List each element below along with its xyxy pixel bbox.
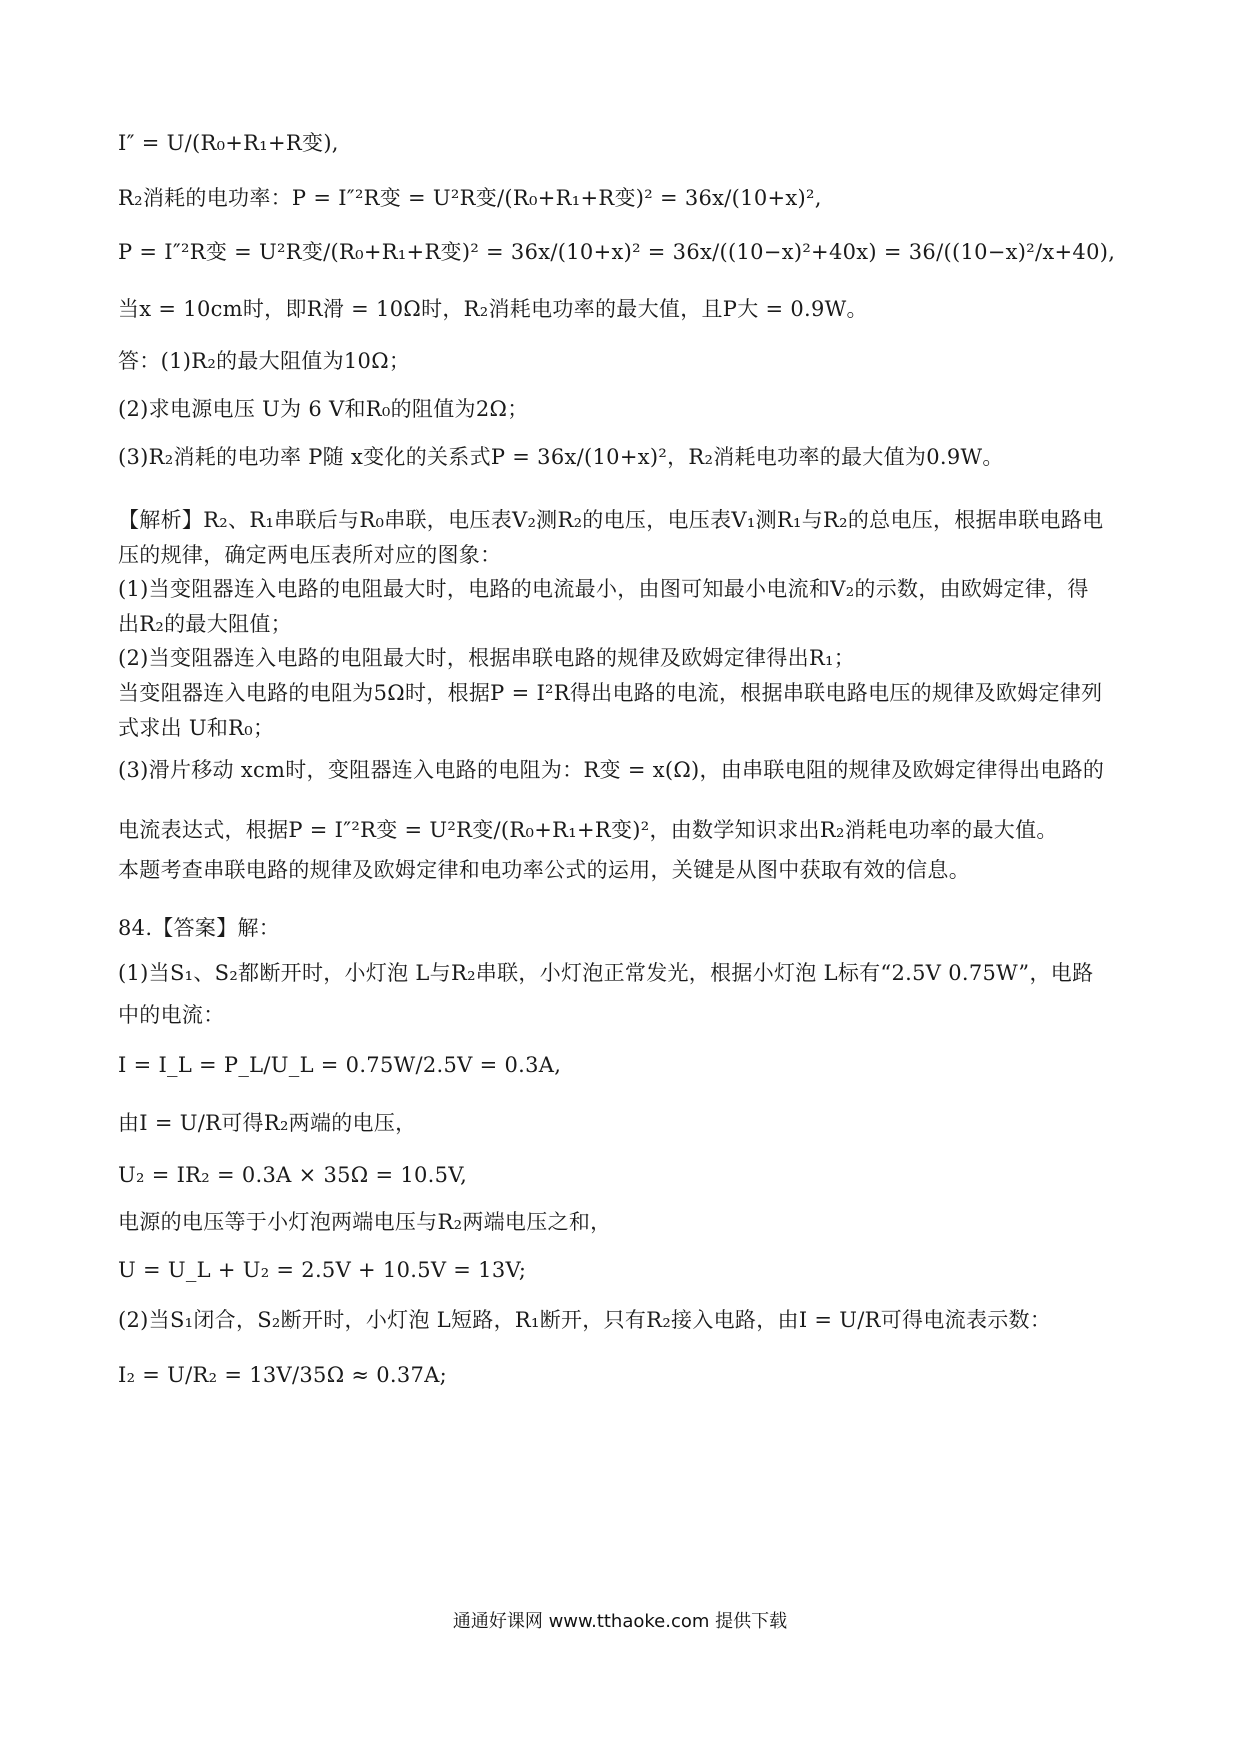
analysis-line-8: (3)滑片移动 xcm时，变阻器连入电路的电阻为：R变 = x(Ω)，由串联电阻的规律及欧姆定律得出电路的 [118,758,1105,782]
q84-part-1-line-2: 中的电流： [118,1003,225,1027]
analysis-line-2: 压的规律，确定两电压表所对应的图象： [118,543,502,567]
formula-power-expanded: P = I″²R变 = U²R变/(R₀+R₁+R变)² = 36x/(10+x)² = 36x/((10−x)²+40x) = 36/((10−x)²/x+40), [118,240,1116,264]
q84-supply-voltage-formula: U = U_L + U₂ = 2.5V + 10.5V = 13V; [118,1258,527,1282]
analysis-line-9: 电流表达式，根据P = I″²R变 = U²R变/(R₀+R₁+R变)²，由数学知识求出R₂消耗电功率的最大值。 [118,818,1058,842]
max-power-condition: 当x = 10cm时，即R滑 = 10Ω时，R₂消耗电功率的最大值，且P大 = 0.9W。 [118,297,868,321]
q84-supply-voltage-text: 电源的电压等于小灯泡两端电压与R₂两端电压之和， [118,1210,612,1234]
answer-part-3: (3)R₂消耗的电功率 P随 x变化的关系式P = 36x/(10+x)²，R₂消耗电功率的最大值为0.9W。 [118,445,1004,469]
q84-ohm-law: 由I = U/R可得R₂两端的电压， [118,1111,417,1135]
analysis-line-4: 出R₂的最大阻值； [118,612,292,636]
analysis-line-3: (1)当变阻器连入电路的电阻最大时，电路的电流最小，由图可知最小电流和V₂的示数，由欧姆定律，得 [118,577,1089,601]
analysis-line-5: (2)当变阻器连入电路的电阻最大时，根据串联电路的规律及欧姆定律得出R₁； [118,646,856,670]
q84-i2-formula: I₂ = U/R₂ = 13V/35Ω ≈ 0.37A; [118,1363,448,1387]
analysis-line-1: 【解析】R₂、R₁串联后与R₀串联，电压表V₂测R₂的电压，电压表V₁测R₁与R₂的总电压，根据串联电路电 [118,508,1104,532]
analysis-summary: 本题考查串联电路的规律及欧姆定律和电功率公式的运用，关键是从图中获取有效的信息。 [118,858,970,882]
analysis-line-6: 当变阻器连入电路的电阻为5Ω时，根据P = I²R得出电路的电流，根据串联电路电压的规律及欧姆定律列 [118,681,1103,705]
q84-part-1-line-1: (1)当S₁、S₂都断开时，小灯泡 L与R₂串联，小灯泡正常发光，根据小灯泡 L标有“2.5V 0.75W”，电路 [118,961,1094,985]
q84-current-formula: I = I_L = P_L/U_L = 0.75W/2.5V = 0.3A, [118,1053,562,1077]
answer-part-2: (2)求电源电压 U为 6 V和R₀的阻值为2Ω； [118,397,529,421]
q84-part-2-line: (2)当S₁闭合，S₂断开时，小灯泡 L短路，R₁断开，只有R₂接入电路，由I = U/R可得电流表示数： [118,1308,1052,1332]
formula-power-r2: R₂消耗的电功率：P = I″²R变 = U²R变/(R₀+R₁+R变)² = 36x/(10+x)², [118,186,822,210]
question-84-heading: 84.【答案】解： [118,916,281,940]
q84-u2-formula: U₂ = IR₂ = 0.3A × 35Ω = 10.5V, [118,1163,468,1187]
answer-part-1: 答：(1)R₂的最大阻值为10Ω； [118,349,411,373]
analysis-line-7: 式求出 U和R₀； [118,716,275,740]
formula-current: I″ = U/(R₀+R₁+R变), [118,131,339,155]
page-footer: 通通好课网 www.tthaoke.com 提供下载 [452,1611,788,1632]
